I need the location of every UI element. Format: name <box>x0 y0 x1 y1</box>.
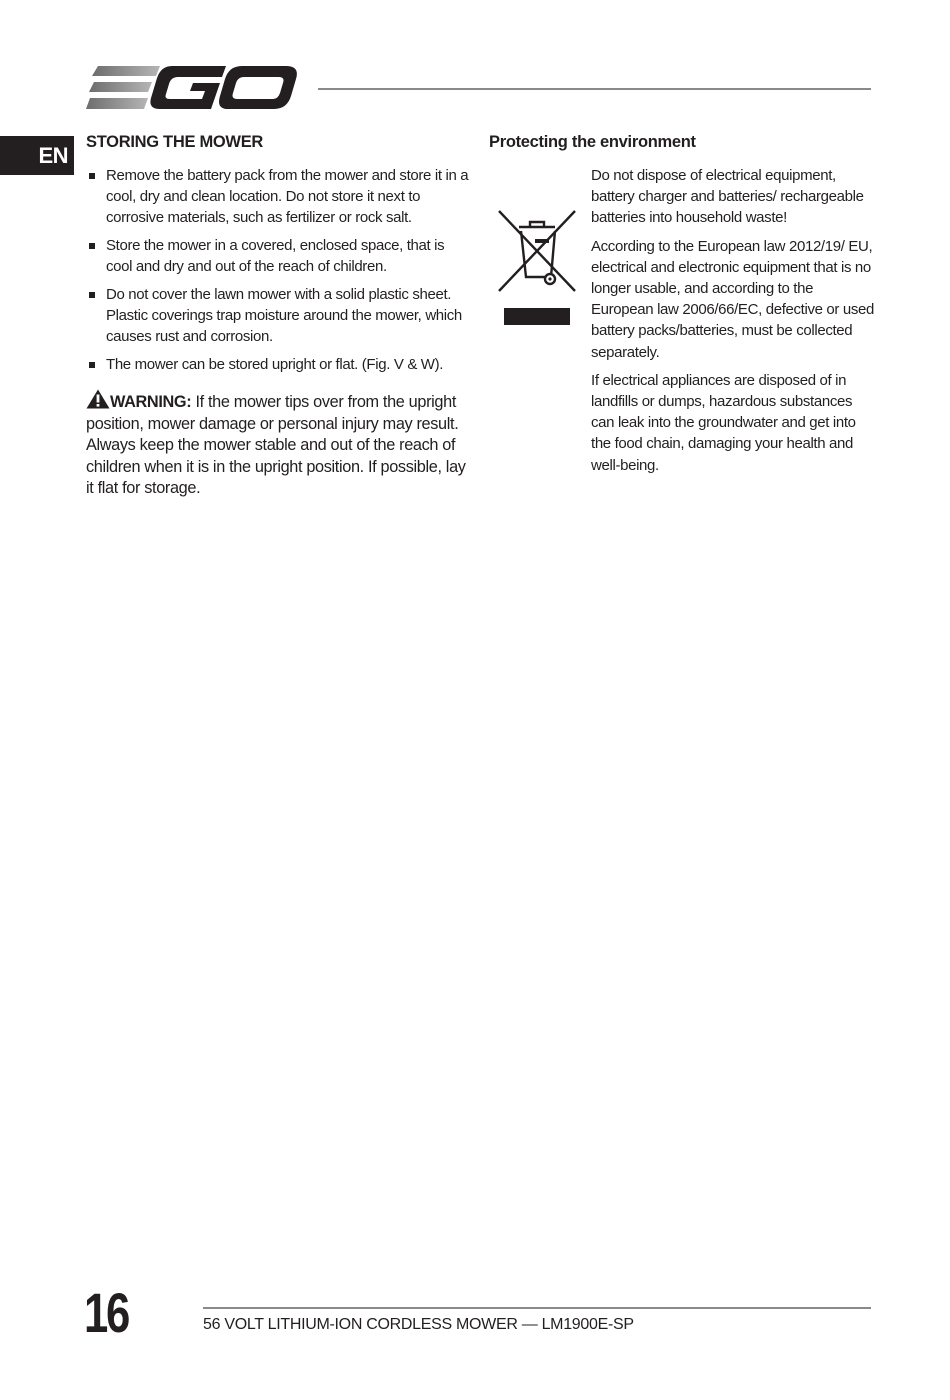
warning-label: WARNING: <box>110 393 192 411</box>
crossed-out-wheelie-bin-icon <box>497 209 579 293</box>
ego-logo <box>86 62 298 114</box>
environment-heading: Protecting the environment <box>489 133 696 151</box>
storing-bullet-list <box>86 165 471 375</box>
environment-paragraph: If electrical appliances are disposed of in landfills or dumps, hazardous substances can leak into the groundwater and get into the food chain, damaging your health and well-being. <box>591 371 856 474</box>
footer-rule <box>203 1307 871 1309</box>
header-rule <box>318 88 871 90</box>
language-tab: EN <box>0 136 74 175</box>
bullet-square-icon <box>89 173 95 179</box>
environment-paragraph: Do not dispose of electrical equipment, battery charger and batteries/ rechargeable batteries into household waste! <box>591 167 864 227</box>
list-item: Store the mower in a covered, enclosed space, that is cool and dry and out of the reach of children. <box>86 235 471 277</box>
weee-black-bar <box>504 308 570 325</box>
warning-triangle-icon <box>86 389 110 409</box>
list-item: The mower can be stored upright or flat. (Fig. V & W). <box>86 354 471 375</box>
bullet-square-icon <box>89 243 95 249</box>
bullet-square-icon <box>89 292 95 298</box>
page-number: 16 <box>84 1281 128 1344</box>
storing-heading: STORING THE MOWER <box>86 133 264 151</box>
list-item: Do not cover the lawn mower with a solid plastic sheet. Plastic coverings trap moisture around the mower, which causes rust and corrosion. <box>86 284 471 347</box>
environment-paragraph: According to the European law 2012/19/ EU, electrical and electronic equipment that is no longer usable, and according to the European law 2006/66/EC, defective or used battery packs/batteries, must be collected separately. <box>591 237 874 361</box>
footer-title: 56 VOLT LITHIUM-ION CORDLESS MOWER — LM1900E-SP <box>203 1316 634 1333</box>
environment-body <box>489 165 874 476</box>
environment-text <box>591 165 874 476</box>
warning-paragraph <box>86 389 471 500</box>
warning-text: If the mower tips over from the upright position, mower damage or personal injury may result. Always keep the mower stable and out of the reach of children when it is in the upright position. If possible, lay it flat for storage. <box>86 393 466 497</box>
storing-section <box>86 133 471 500</box>
environment-section <box>489 133 874 483</box>
bullet-square-icon <box>89 362 95 368</box>
list-item: Remove the battery pack from the mower and store it in a cool, dry and clean location. Do not store it next to corrosive materials, such as fertilizer or rock salt. <box>86 165 471 228</box>
